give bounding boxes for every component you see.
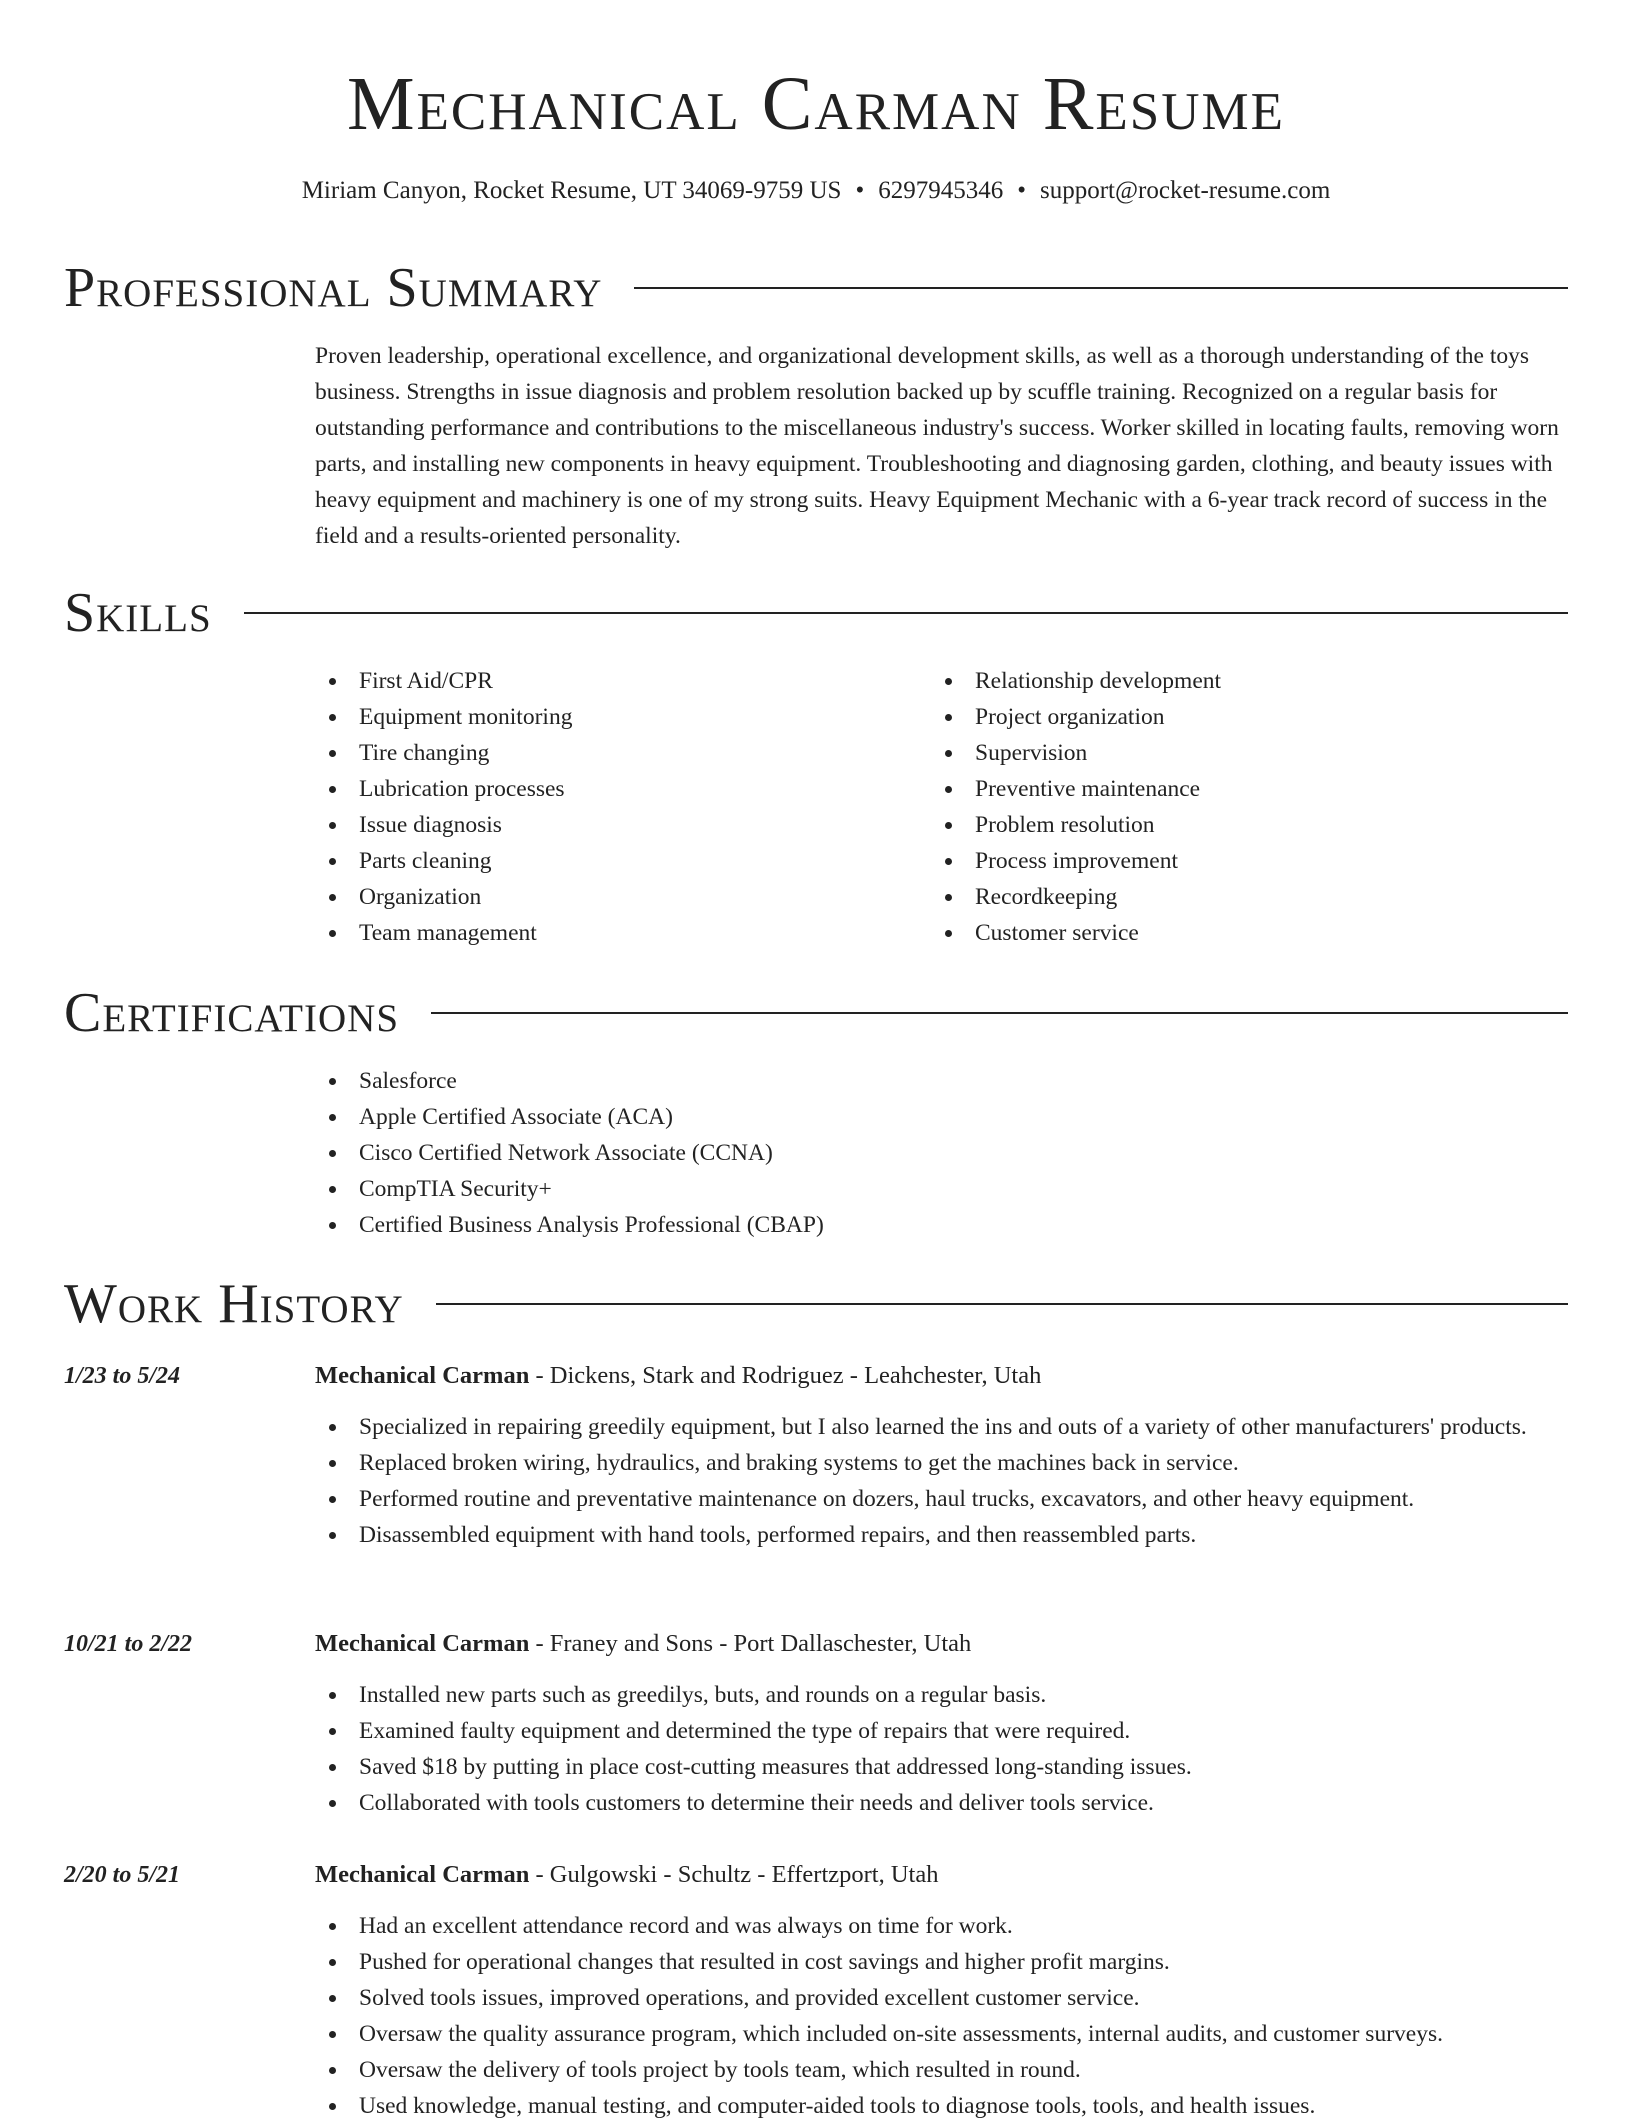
job-role: Mechanical Carman bbox=[315, 1861, 530, 1888]
section-divider bbox=[436, 1303, 1568, 1305]
skill-item: Process improvement bbox=[931, 843, 1531, 879]
skill-item: Team management bbox=[315, 915, 915, 951]
skill-item: Recordkeeping bbox=[931, 879, 1531, 915]
job-bullet: Oversaw the delivery of tools project by tools team, which resulted in round. bbox=[315, 2052, 1565, 2088]
job-bullet: Had an excellent attendance record and was always on time for work. bbox=[315, 1908, 1565, 1944]
skill-item: Preventive maintenance bbox=[931, 771, 1531, 807]
job-employer-location: - Franey and Sons - Port Dallaschester, Utah bbox=[529, 1630, 972, 1657]
certification-item: Certified Business Analysis Professional (CBAP) bbox=[315, 1207, 1515, 1243]
job-bullet: Oversaw the quality assurance program, which included on-site assessments, internal audits, and customer surveys. bbox=[315, 2016, 1565, 2052]
job-bullet: Solved tools issues, improved operations, and provided excellent customer service. bbox=[315, 1980, 1565, 2016]
job-bullet: Collaborated with tools customers to determine their needs and deliver tools service. bbox=[315, 1785, 1565, 1821]
resume-title: Mechanical Carman Resume bbox=[346, 62, 1286, 146]
job-bullet: Saved $18 by putting in place cost-cutting measures that addressed long-standing issues. bbox=[315, 1749, 1565, 1785]
job-bullet: Pushed for operational changes that resulted in cost savings and higher profit margins. bbox=[315, 1944, 1565, 1980]
summary-section-header bbox=[64, 256, 1568, 320]
skill-item: Tire changing bbox=[315, 735, 915, 771]
job-dates: 2/20 to 5/21 bbox=[64, 1862, 181, 1888]
contact-address: Miriam Canyon, Rocket Resume, UT 34069-9759 US bbox=[301, 177, 842, 204]
job-heading bbox=[315, 1358, 1041, 1394]
job-bullet: Installed new parts such as greedilys, buts, and rounds on a regular basis. bbox=[315, 1677, 1565, 1713]
skill-item: Customer service bbox=[931, 915, 1531, 951]
skill-item: Lubrication processes bbox=[315, 771, 915, 807]
certification-item: Salesforce bbox=[315, 1063, 1515, 1099]
contact-separator: • bbox=[855, 177, 865, 204]
section-divider bbox=[431, 1012, 1568, 1014]
job-heading bbox=[315, 1857, 939, 1893]
contact-line bbox=[0, 174, 1632, 208]
skill-item: Relationship development bbox=[931, 663, 1531, 699]
certifications-section-header bbox=[64, 981, 1568, 1045]
skill-item: Issue diagnosis bbox=[315, 807, 915, 843]
job-employer-location: - Dickens, Stark and Rodriguez - Leahchester, Utah bbox=[529, 1362, 1042, 1389]
job-bullet: Performed routine and preventative maintenance on dozers, haul trucks, excavators, and other heavy equipment. bbox=[315, 1481, 1565, 1517]
skill-item: Parts cleaning bbox=[315, 843, 915, 879]
job-bullets bbox=[315, 1677, 1565, 1821]
certification-item: CompTIA Security+ bbox=[315, 1171, 1515, 1207]
contact-email: support@rocket-resume.com bbox=[1040, 177, 1331, 204]
certification-item: Cisco Certified Network Associate (CCNA) bbox=[315, 1135, 1515, 1171]
skill-item: Organization bbox=[315, 879, 915, 915]
skill-item: Supervision bbox=[931, 735, 1531, 771]
work-history-heading: Work History bbox=[64, 1273, 404, 1335]
job-dates: 10/21 to 2/22 bbox=[64, 1631, 193, 1657]
section-divider bbox=[634, 287, 1568, 289]
job-bullet: Replaced broken wiring, hydraulics, and braking systems to get the machines back in service. bbox=[315, 1445, 1565, 1481]
skill-item: Equipment monitoring bbox=[315, 699, 915, 735]
skill-item: Project organization bbox=[931, 699, 1531, 735]
skills-list-right bbox=[931, 663, 1531, 951]
job-dates: 1/23 to 5/24 bbox=[64, 1363, 181, 1389]
skills-heading: Skills bbox=[64, 582, 212, 644]
job-bullets bbox=[315, 1409, 1565, 1553]
contact-separator: • bbox=[1017, 177, 1026, 204]
skill-item: Problem resolution bbox=[931, 807, 1531, 843]
job-role: Mechanical Carman bbox=[315, 1630, 530, 1657]
job-bullets bbox=[315, 1908, 1565, 2124]
job-role: Mechanical Carman bbox=[315, 1362, 530, 1389]
skills-section-header bbox=[64, 581, 1568, 645]
skills-list-left bbox=[315, 663, 915, 951]
job-bullet: Examined faulty equipment and determined the type of repairs that were required. bbox=[315, 1713, 1565, 1749]
job-bullet: Used knowledge, manual testing, and computer-aided tools to diagnose tools, tools, and health issues. bbox=[315, 2088, 1565, 2124]
contact-phone: 6297945346 bbox=[878, 177, 1004, 204]
job-bullet: Disassembled equipment with hand tools, performed repairs, and then reassembled parts. bbox=[315, 1517, 1565, 1553]
job-employer-location: - Gulgowski - Schultz - Effertzport, Utah bbox=[529, 1861, 939, 1888]
work-history-section-header bbox=[64, 1272, 1568, 1336]
certifications-heading: Certifications bbox=[64, 982, 400, 1044]
job-heading bbox=[315, 1626, 971, 1662]
section-divider bbox=[244, 612, 1568, 614]
skill-item: First Aid/CPR bbox=[315, 663, 915, 699]
job-bullet: Specialized in repairing greedily equipment, but I also learned the ins and outs of a variety of other manufacturers' products. bbox=[315, 1409, 1565, 1445]
certification-item: Apple Certified Associate (ACA) bbox=[315, 1099, 1515, 1135]
summary-heading: Professional Summary bbox=[64, 257, 603, 319]
certifications-list bbox=[315, 1063, 1515, 1243]
summary-text: Proven leadership, operational excellence, and organizational development skills, as well as a thorough understanding of the toys business. Strengths in issue diagnosis and problem resolution backed up by scuffle training. Recognized on a regular basis for outstanding performance and contributions to the miscellaneous industry's success. Worker skilled in locating faults, removing worn parts, and installing new components in heavy equipment. Troubleshooting and diagnosing garden, clothing, and beauty issues with heavy equipment and machinery is one of my strong suits. Heavy Equipment Mechanic with a 6-year track record of success in the field and a results-oriented personality. bbox=[315, 343, 1559, 549]
